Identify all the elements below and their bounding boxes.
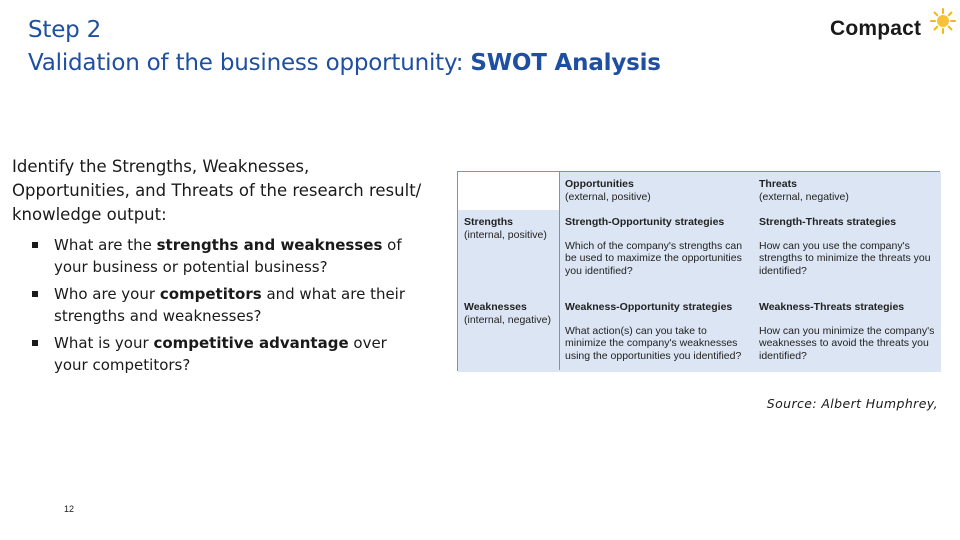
header-title: Threats <box>759 178 797 190</box>
header-title: Strengths <box>464 216 514 228</box>
bullet-icon <box>32 340 38 346</box>
bullet-text: What are the <box>54 236 157 254</box>
strength-threats-cell <box>753 210 941 295</box>
bullet-icon <box>32 291 38 297</box>
bullet-text: Who are your <box>54 285 160 303</box>
list-item <box>30 234 410 278</box>
weakness-threats-cell <box>753 295 941 372</box>
step-label: Step 2 <box>28 17 102 43</box>
bullet-bold: competitive advantage <box>153 334 349 352</box>
strategy-question: What action(s) can you take to minimize the company's weaknesses using the opportunities you identified? <box>565 324 742 362</box>
bullet-text: and what are their strengths and weaknesses? <box>54 285 406 325</box>
question-list <box>30 234 410 381</box>
slide-title <box>28 14 661 80</box>
strengths-header <box>458 210 559 295</box>
strategy-question: How can you minimize the company's weaknesses to avoid the threats you identified? <box>759 324 935 362</box>
swot-corner-cell <box>458 172 559 210</box>
strategy-title: Weakness-Opportunity strategies <box>565 301 733 313</box>
weaknesses-header <box>458 295 559 372</box>
bullet-text: over your competitors? <box>54 334 387 374</box>
list-item <box>30 283 410 327</box>
logo-text: Compact <box>830 17 922 40</box>
subtitle-plain: Validation of the business opportunity: <box>28 50 471 76</box>
strategy-question: Which of the company's strengths can be used to maximize the opportunities you identified? <box>565 239 743 277</box>
subtitle-bold: SWOT Analysis <box>470 50 661 76</box>
swot-table <box>457 171 940 371</box>
strategy-question: How can you use the company's strengths to minimize the threats you identified? <box>759 239 931 277</box>
bullet-text: of your business or potential business? <box>54 236 402 276</box>
bullet-bold: competitors <box>159 285 262 303</box>
source-citation: Source: Albert Humphrey, <box>766 396 938 411</box>
sun-icon <box>930 8 956 34</box>
header-sub: (internal, positive) <box>464 228 547 241</box>
strategy-title: Weakness-Threats strategies <box>759 301 905 313</box>
table-divider <box>559 172 560 370</box>
header-title: Opportunities <box>565 178 634 190</box>
strategy-title: Strength-Threats strategies <box>759 216 897 228</box>
weakness-opportunity-cell <box>559 295 753 372</box>
bullet-bold: strengths and weaknesses <box>156 236 383 254</box>
strength-opportunity-cell <box>559 210 753 295</box>
header-sub: (external, negative) <box>759 190 849 203</box>
intro-text: Identify the Strengths, Weaknesses, Opportunities, and Threats of the research result/ knowledge output: <box>12 157 422 224</box>
page-number: 12 <box>64 504 75 514</box>
strategy-title: Strength-Opportunity strategies <box>565 216 725 228</box>
slide-subtitle <box>28 47 661 80</box>
header-title: Weaknesses <box>464 301 527 313</box>
bullet-text: What is your <box>54 334 154 352</box>
threats-header <box>753 172 941 210</box>
header-sub: (external, positive) <box>565 190 651 203</box>
bullet-icon <box>32 242 38 248</box>
header-sub: (internal, negative) <box>464 313 551 326</box>
opportunities-header <box>559 172 753 210</box>
list-item <box>30 332 410 376</box>
compact-logo <box>830 8 960 48</box>
